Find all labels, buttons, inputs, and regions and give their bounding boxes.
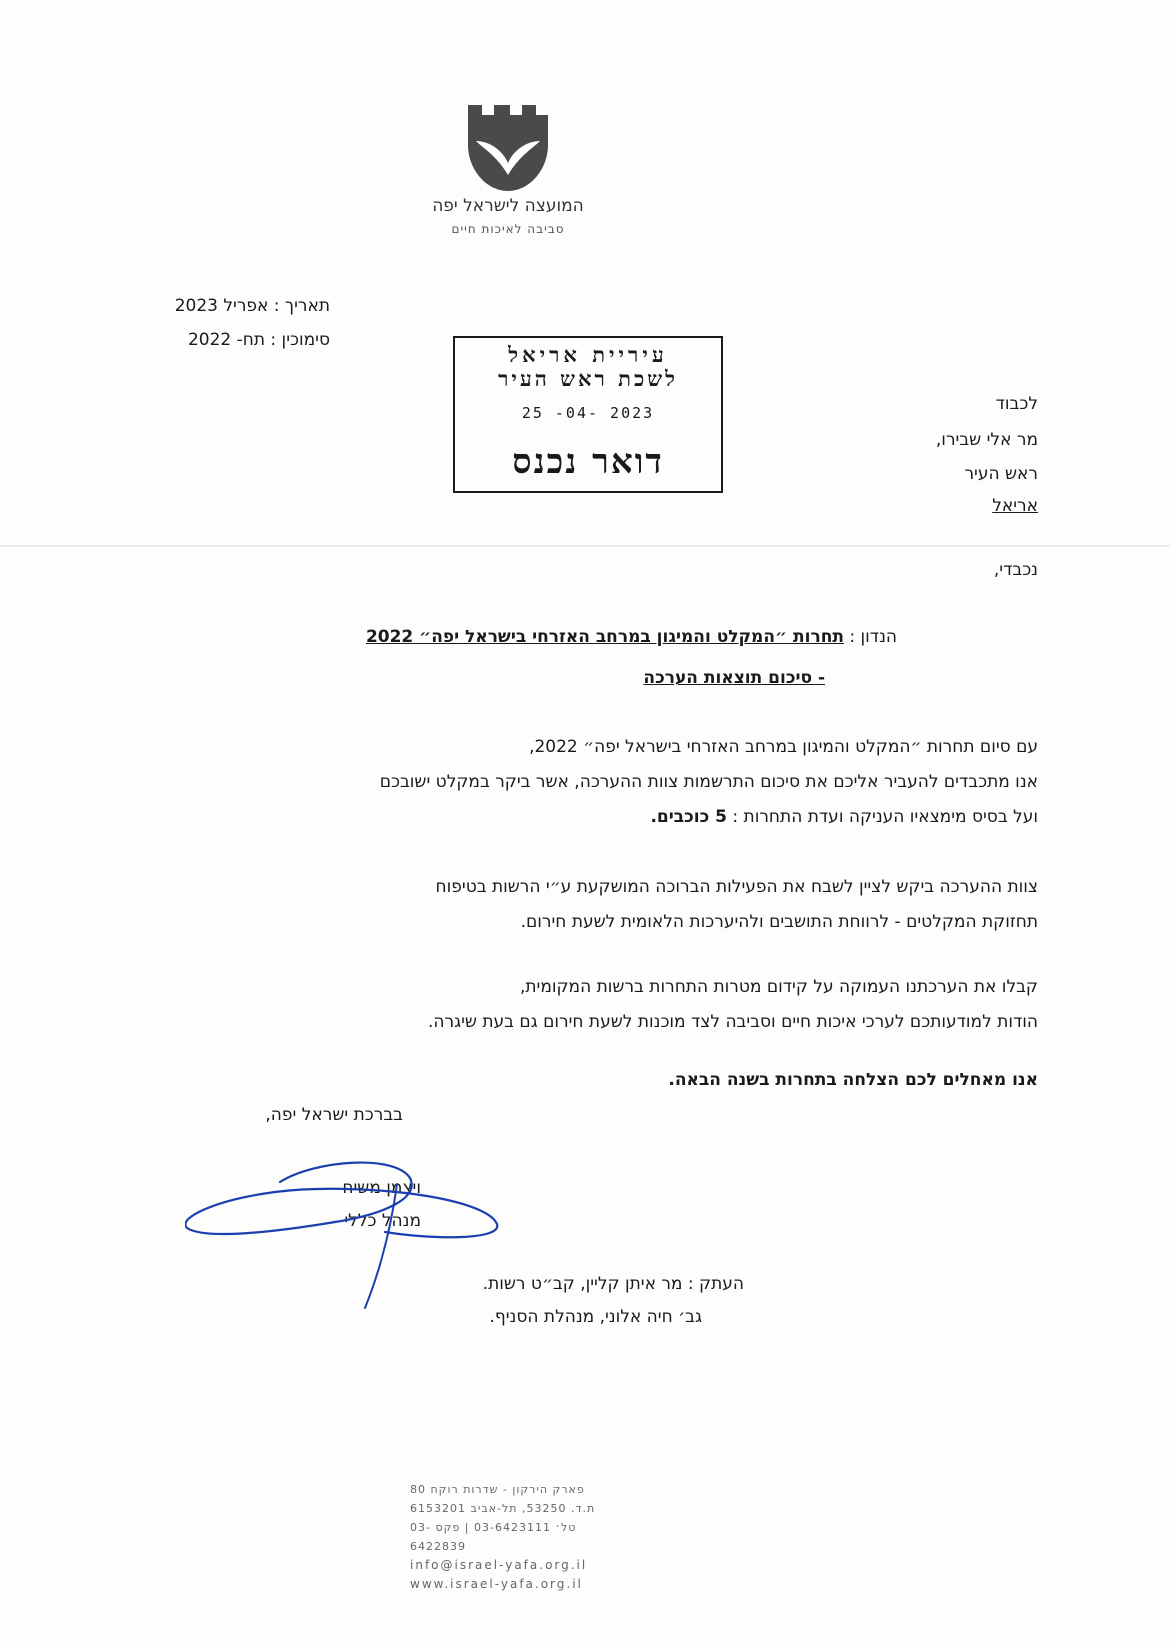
handwritten-signature: [185, 1148, 505, 1318]
body-p1-line-1: עם סיום תחרות ״המקלט והמיגון במרחב האזרחי בישראל יפה״ 2022,: [529, 737, 1038, 757]
letter-reference: סימוכין : תח- 2022: [187, 330, 330, 350]
body-p2-line-1: צוות ההערכה ביקש לציין לשבח את הפעילות הברוכה המושקעת ע״י הרשות בטיפוח: [435, 877, 1038, 897]
stars-rating: 5 כוכבים.: [650, 807, 727, 827]
body-paragraph-1: [138, 730, 1038, 835]
body-p2-line-2: תחזוקת המקלטים - לרווחת התושבים ולהיערכות הלאומית לשעת חירום.: [520, 912, 1038, 932]
cc-line-1: העתק : מר איתן קליין, קב״ט רשות.: [482, 1274, 744, 1294]
addressee-line-1: לכבוד: [995, 394, 1038, 414]
stamp-line-1: עיריית אריאל: [508, 342, 668, 367]
footer-address: פארק הירקון - שדרות רוקח 80: [410, 1483, 585, 1496]
council-logo-icon: [466, 105, 550, 193]
salutation: נכבדי,: [993, 560, 1038, 580]
body-p1-line-2: אנו מתכבדים להעביר אליכם את סיכום התרשמות צוות ההערכה, אשר ביקר במקלט ישובכם: [379, 772, 1038, 792]
closing-wish: אנו מאחלים לכם הצלחה בתחרות בשנה הבאה.: [668, 1070, 1038, 1090]
footer-email[interactable]: info@israel-yafa.org.il: [410, 1558, 588, 1572]
footer-website[interactable]: www.israel-yafa.org.il: [410, 1577, 583, 1591]
received-mail-stamp: [453, 336, 723, 493]
body-paragraph-2: [138, 870, 1038, 940]
subject-line: [366, 627, 897, 647]
cc-line-2: גב׳ חיה אלוני, מנהלת הסניף.: [489, 1307, 702, 1327]
stamp-date: 25 -04- 2023: [521, 404, 655, 422]
cc-block: [483, 1268, 744, 1334]
addressee-line-3: ראש העיר: [964, 464, 1038, 484]
paper-fold-line: [0, 545, 1170, 547]
footer-pobox: ת.ד. 53250, תל-אביב 6153201: [410, 1502, 596, 1515]
addressee-line-4: אריאל: [992, 496, 1038, 516]
stamp-line-2: לשכת ראש העיר: [498, 366, 678, 391]
org-tagline: סביבה לאיכות חיים: [451, 222, 565, 236]
letter-date: תאריך : אפריל 2023: [174, 296, 330, 316]
blessing: בברכת ישראל יפה,: [265, 1105, 403, 1125]
stamp-incoming-mail: דואר נכנס: [512, 442, 664, 482]
subject-label: הנדון :: [849, 627, 897, 647]
signer-title: מנהל כללי: [344, 1211, 421, 1231]
body-p3-line-1: קבלו את הערכתנו העמוקה על קידום מטרות התחרות ברשות המקומית,: [519, 977, 1038, 997]
addressee-line-2: מר אלי שבירו,: [935, 430, 1038, 450]
body-paragraph-3: [138, 970, 1038, 1040]
footer-phone: טל׳ 03-6423111 | פקס 03-6422839: [410, 1521, 577, 1553]
letter-footer: [410, 1480, 616, 1594]
org-name: המועצה לישראל יפה: [432, 196, 584, 216]
body-p3-line-2: הודות למודעותכם לערכי איכות חיים וסביבה לצד מוכנות לשעת חירום גם בעת שיגרה.: [427, 1012, 1038, 1032]
subject-subtitle: - סיכום תוצאות הערכה: [643, 668, 825, 688]
subject-title: תחרות ״המקלט והמיגון במרחב האזרחי בישראל יפה״ 2022: [365, 627, 844, 647]
body-p1-line-3-text: ועל בסיס מימצאיו העניקה ועדת התחרות :: [727, 807, 1038, 827]
body-p1-line-3: [138, 800, 1038, 835]
signer-name: ויצמן משיח: [342, 1178, 421, 1198]
